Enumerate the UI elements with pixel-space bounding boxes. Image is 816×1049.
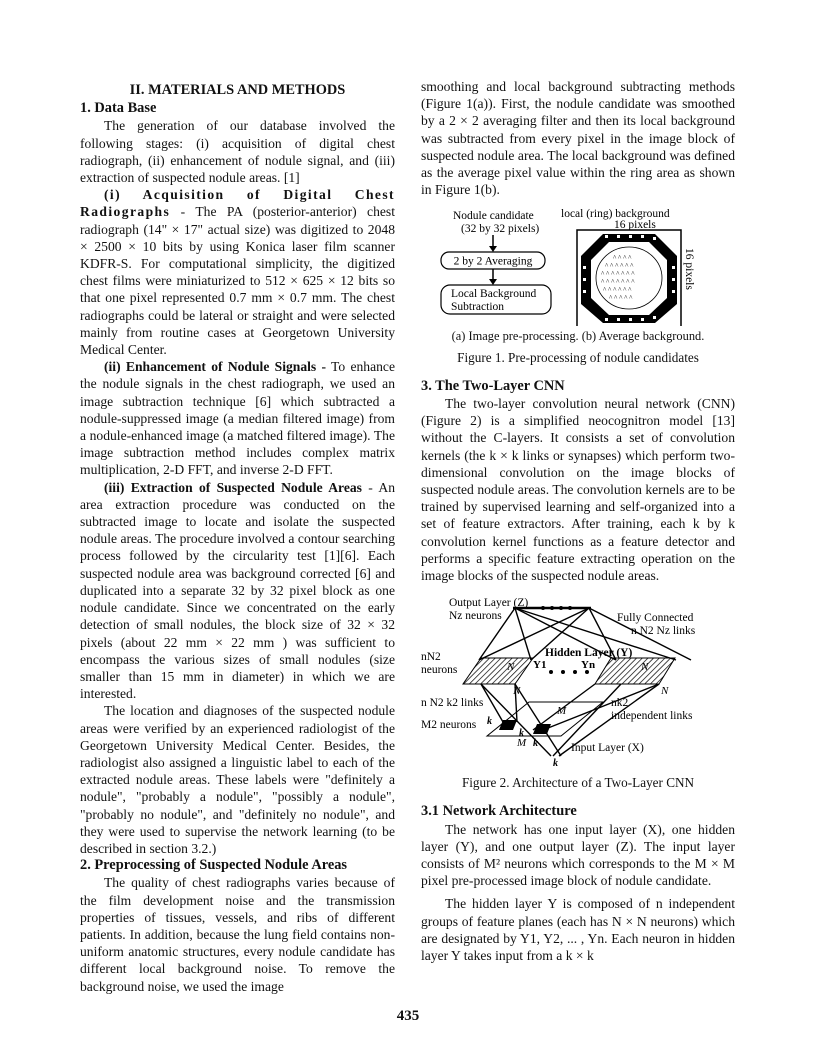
svg-text:^ ^ ^ ^ ^ ^: ^ ^ ^ ^ ^ ^ bbox=[603, 286, 632, 295]
label-m-2: M bbox=[517, 737, 527, 750]
right-column bbox=[421, 78, 735, 964]
label-fully-connected: Fully Connected bbox=[617, 612, 694, 625]
label-yn: Yn bbox=[581, 659, 596, 672]
box-subtraction-line2: Subtraction bbox=[451, 301, 505, 314]
label-neurons: neurons bbox=[421, 664, 458, 677]
label-16-pixels-side: 16 pixels bbox=[683, 248, 695, 291]
heading-extraction: (iii) Extraction of Suspected Nodule Areas bbox=[104, 479, 362, 495]
figure-2 bbox=[421, 596, 735, 791]
arrow-1-head bbox=[489, 246, 497, 252]
label-k-2: k bbox=[519, 728, 524, 740]
hidden-plane-y1 bbox=[463, 658, 533, 684]
svg-text:^ ^ ^ ^ ^ ^: ^ ^ ^ ^ ^ ^ bbox=[605, 262, 634, 271]
label-output-layer: Output Layer (Z) bbox=[449, 597, 529, 610]
heading-data-base: 1. Data Base bbox=[80, 100, 157, 117]
arrow-2-head bbox=[489, 279, 497, 285]
hidden-plane-yn bbox=[595, 658, 675, 684]
paragraph-location: The location and diagnoses of the suspected nodule areas were verified by an experienced radiologist of the Georgetown University Medical Center. Besides, the radiologist also assigned a linguistic label to each of the extracted nodule areas. These labels were "definitely a nodule", "probably a nodule", "possibly a nodule", "probably no nodule", and "definitely no nodule", and they were used to supervise the network learning (to be described in section 3.2.) bbox=[80, 703, 395, 856]
label-n-1: N bbox=[507, 661, 515, 674]
svg-text:^ ^ ^ ^ ^ ^ ^: ^ ^ ^ ^ ^ ^ ^ bbox=[601, 270, 635, 279]
paragraph-preprocessing: The quality of chest radiographs varies because of the film development noise and the transmission properties of tissues, vessels, and ribs of different patients. In addition, because the lung field contains non-uniform anatomic structures, every nodule candidate has different local background noise. To remove the background noise, we used the image bbox=[80, 875, 395, 994]
label-ring-background: local (ring) background bbox=[561, 208, 670, 221]
label-nN2k2-links: n N2 k2 links bbox=[421, 697, 484, 710]
heading-network-architecture: 3.1 Network Architecture bbox=[421, 803, 577, 820]
ring-block bbox=[577, 230, 681, 326]
label-n-3: N bbox=[641, 661, 649, 674]
figure-1 bbox=[421, 208, 735, 365]
label-y1: Y1 bbox=[533, 659, 547, 672]
heading-two-layer-cnn: 3. The Two-Layer CNN bbox=[421, 377, 565, 394]
label-m-1: M bbox=[557, 705, 567, 718]
label-input-layer: Input Layer (X) bbox=[571, 742, 644, 755]
section-title: II. MATERIALS AND METHODS bbox=[129, 82, 346, 98]
svg-text:^ ^ ^ ^ ^: ^ ^ ^ ^ ^ bbox=[609, 294, 633, 303]
label-nz-neurons: Nz neurons bbox=[449, 610, 502, 623]
label-independent-links: independent links bbox=[611, 710, 693, 723]
svg-text:^ ^ ^ ^ ^ ^ ^: ^ ^ ^ ^ ^ ^ ^ bbox=[601, 278, 635, 287]
left-column bbox=[80, 82, 395, 995]
paragraph-acquisition bbox=[80, 186, 395, 358]
paragraph-enhancement bbox=[80, 358, 395, 478]
paragraph-hidden-layer: The hidden layer Y is composed of n independent groups of feature planes (each has N × N neurons) which are designated by Y1, Y2, ... , Yn. Each neuron in hidden layer Y takes input from a k × k bbox=[421, 896, 735, 964]
paragraph-data-base: The generation of our database involved the following stages: (i) acquisition of digital chest radiograph, (ii) enhancement of nodule signal, and (iii) extraction of suspected nodule areas. [1] bbox=[80, 118, 395, 186]
label-n-4: N bbox=[661, 685, 669, 698]
label-16-pixels-top: 16 pixels bbox=[614, 219, 656, 232]
figure-1-diagram bbox=[421, 208, 735, 326]
figure-1-subcaption: (a) Image pre-processing. (b) Average background. bbox=[451, 329, 705, 344]
label-k-1: k bbox=[487, 716, 492, 728]
label-hidden-layer: Hidden Layer (Y) bbox=[545, 647, 633, 660]
heading-enhancement: (ii) Enhancement of Nodule Signals - bbox=[104, 359, 327, 375]
heading-acquisition: (i) Acquisition of Digital Chest Radiographs bbox=[80, 187, 395, 220]
svg-text:^ ^ ^ ^: ^ ^ ^ ^ bbox=[613, 254, 632, 263]
text-acquisition: - The PA (posterior-anterior) chest radiograph (14" × 17" actual size) was digitized to 2048 × 2500 × 10 bits by using Konica laser film scanner KDFR-S. For computational simplicity, the digitized chest films were miniaturized to 512 × 625 × 12 bits so that one pixel represented 0.7 mm × 0.7 mm. The chest radiographs could be lateral or straight and were selected mainly from routine cases at Georgetown University Medical Center. bbox=[80, 204, 395, 358]
heading-preprocessing: 2. Preprocessing of Suspected Nodule Areas bbox=[80, 857, 348, 874]
figure-2-diagram bbox=[421, 596, 735, 771]
label-m2-neurons: M2 neurons bbox=[421, 719, 477, 732]
page-number: 435 bbox=[396, 1008, 420, 1024]
box-subtraction-line1: Local Background bbox=[451, 288, 537, 301]
label-candidate-size: (32 by 32 pixels) bbox=[461, 223, 540, 236]
label-nn2nz-links: n N2 Nz links bbox=[631, 625, 696, 638]
paragraph-continued: smoothing and local background subtracting methods (Figure 1(a)). First, the nodule candidate was smoothed by a 2 × 2 averaging filter and then its local background was subtracted from every pixel in the image block of suspected nodule area. The local background was defined as the average pixel value within the ring area as shown in Figure 1(b). bbox=[421, 79, 735, 198]
figure-1-caption: Figure 1. Pre-processing of nodule candidates bbox=[457, 349, 699, 365]
box-averaging-label: 2 by 2 Averaging bbox=[453, 255, 533, 268]
label-k-4: k bbox=[553, 758, 558, 770]
label-nk2: nk2 bbox=[611, 697, 629, 710]
text-enhancement: To enhance the nodule signals in the chest radiograph, we used an image subtraction technique [6] which subtracted a nodule-suppressed image (a median filtered image) from a nodule-enhanced image (a matched filtered image). The image subtraction method includes complex matrix multiplication, 2-D FFT, and inverse 2-D FFT. bbox=[80, 359, 396, 478]
label-nodule-candidate: Nodule candidate bbox=[453, 210, 534, 223]
paragraph-architecture: The network has one input layer (X), one hidden layer (Y), and one output layer (Z). The input layer consists of M² neurons which corresponds to the M × M pixel pre-processed image block of nodule candidate. bbox=[421, 821, 735, 889]
label-k-3: k bbox=[533, 738, 538, 750]
label-n-2: N bbox=[513, 685, 521, 698]
text-extraction: - An area extraction procedure was conducted on the subtracted image to locate and isolate the suspected nodule areas. The procedure involved a contour searching process followed by the circularity test [1][6]. Each suspected nodule area was background corrected [6] and duplicated into a separate 32 by 32 pixel block as one nodule candidate. Since we concentrated on the early detection of small nodules, the block size of 32 × 32 pixels (about 22 mm × 22 mm ) was sufficient to encompass the various sizes of small nodules (size smaller than 15 mm in diameter) in which we are interested. bbox=[80, 479, 396, 702]
paragraph-extraction bbox=[80, 479, 395, 703]
paragraph-cnn: The two-layer convolution neural network (CNN) (Figure 2) is a simplified neocognitron model [13] without the C-layers. It consists a set of convolution kernels (the k × k links or synapses) which perform two-dimensional convolution on the image blocks of suspected nodule areas. The convolution kernels are to be trained by supervised learning and self-organized into a set of feature extractors. After training, each k by k convolution kernel functions as a feature detector and performs a specific feature extracting operation on the image blocks of the suspected nodule areas. bbox=[421, 396, 735, 584]
label-nN2: nN2 bbox=[421, 651, 441, 664]
figure-2-caption: Figure 2. Architecture of a Two-Layer CNN bbox=[461, 775, 695, 791]
